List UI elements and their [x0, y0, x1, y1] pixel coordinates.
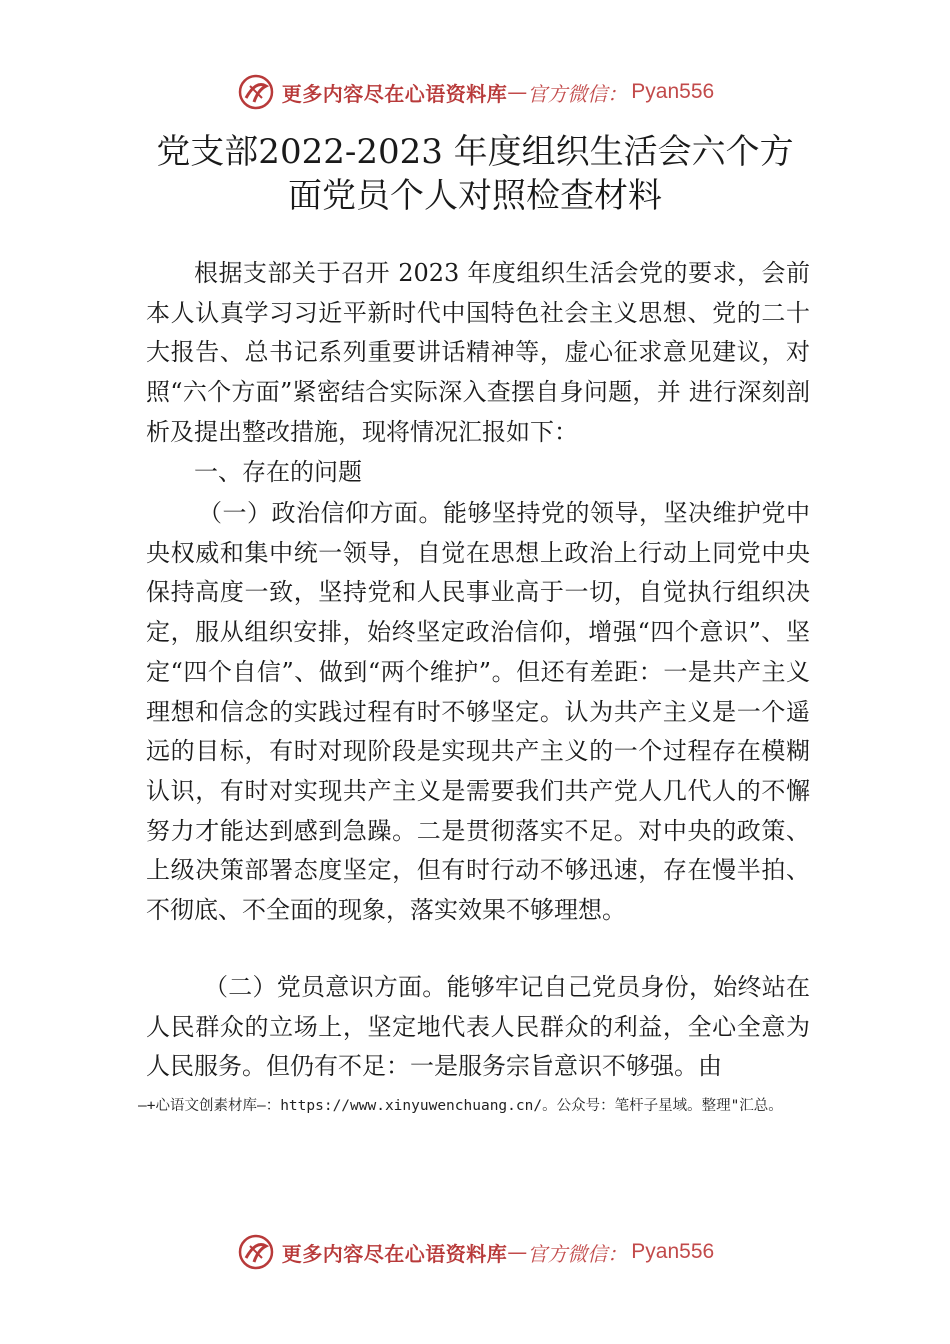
body-paragraph-intro: 根据支部关于召开 2023 年度组织生活会党的要求，会前本人认真学习习近平新时代中国特色社会主义思想、党的二十大报告、总书记系列重要讲话精神等，虚心征求意见建议，对照“六个方面”紧密结合实际深入查摆自身问题，并 进行深刻剖析及提出整改措施，现将情况汇报如下： — [146, 259, 810, 446]
footnote-source: —+心语文创素材库—：https://www.xinyuwenchuang.cn/。公众号：笔杆子星域。整理"汇总。 — [138, 1098, 783, 1114]
banner-separator: — — [507, 1240, 528, 1264]
body-paragraph-political-belief: （一）政治信仰方面。能够坚持党的领导，坚决维护党中央权威和集中统一领导，自觉在思想上政治上行动上同党中央保持高度一致，坚持党和人民事业高于一切，自觉执行组织决定，服从组织安排，始终坚定政治信仰，增强“四个意识”、坚定“四个自信”、做到“两个维护”。但还有差距：一是共产主义理想和信念的实践过程有时不够坚定。认为共产主义是一个遥远的目标，有时对现阶段是实现共产主义的一个过程存在模糊认识，有时对实现共产主义是需要我们共产党人几代人的不懈努力才能达到感到急躁。二是贯彻落实不足。对中央的政策、上级决策部署态度坚定，但有时行动不够迅速，存在慢半拍、不彻底、不全面的现象，落实效果不够理想。 — [146, 499, 810, 925]
banner-wechat-label: 官方微信： — [527, 81, 628, 106]
header-banner — [0, 68, 950, 116]
brand-logo-icon — [236, 1232, 276, 1272]
banner-separator: — — [507, 80, 528, 104]
document-title-line1: 党支部2022-2023 年度组织生活会六个方 — [156, 132, 794, 172]
footer-banner — [0, 1228, 950, 1276]
banner-wechat-id: Pyan556 — [631, 1240, 715, 1263]
banner-brand-text: 更多内容尽在心语资料库 — [281, 81, 508, 106]
body-paragraph-party-awareness: （二）党员意识方面。能够牢记自己党员身份，始终站在人民群众的立场上，坚定地代表人民群众的利益，全心全意为人民服务。但仍有不足：一是服务宗旨意识不够强。由 — [146, 973, 810, 1081]
brand-logo-icon — [236, 72, 276, 112]
banner-wechat-id: Pyan556 — [631, 80, 715, 103]
banner-wechat-label: 官方微信： — [527, 1241, 628, 1266]
document-title-line2: 面党员个人对照检查材料 — [288, 176, 662, 216]
section-heading: 一、存在的问题 — [194, 458, 362, 486]
banner-brand-text: 更多内容尽在心语资料库 — [281, 1241, 508, 1266]
